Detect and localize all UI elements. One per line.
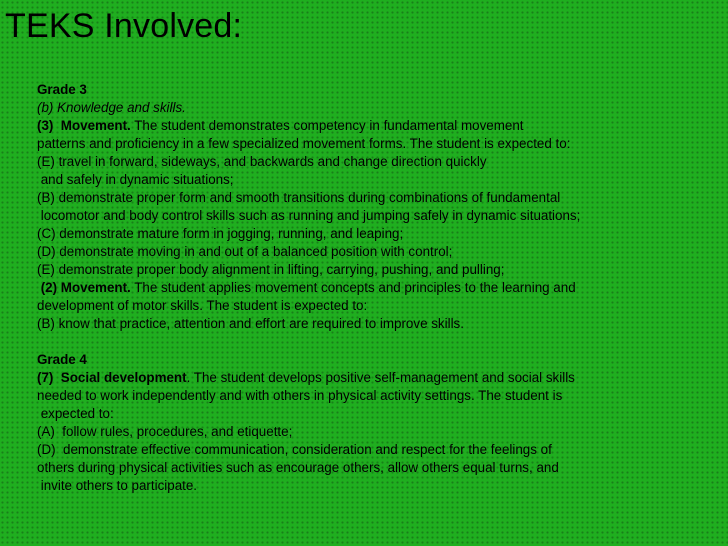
- text-line: invite others to participate.: [37, 478, 198, 493]
- text-line: development of motor skills. The student is expected to:: [37, 298, 368, 313]
- text-line: (A) follow rules, procedures, and etiquette;: [37, 424, 293, 439]
- standard-3-text: The student demonstrates competency in fundamental movement: [130, 118, 524, 133]
- slide-title: TEKS Involved:: [5, 7, 243, 45]
- text-line: locomotor and body control skills such as running and jumping safely in dynamic situations;: [37, 208, 581, 223]
- spacer: [37, 333, 723, 351]
- standard-7-line: [37, 369, 723, 387]
- standard-7-number: (7) Social development: [37, 370, 187, 385]
- standard-3-line: [37, 117, 723, 135]
- text-line: and safely in dynamic situations;: [37, 172, 234, 187]
- text-line: (D) demonstrate moving in and out of a balanced position with control;: [37, 244, 453, 259]
- text-line: (B) know that practice, attention and effort are required to improve skills.: [37, 316, 464, 331]
- text-line: needed to work independently and with others in physical activity settings. The student is: [37, 388, 563, 403]
- standard-2-number: (2) Movement.: [37, 280, 131, 295]
- text-line: (B) demonstrate proper form and smooth transitions during combinations of fundamental: [37, 190, 561, 205]
- grade-3-heading: Grade 3: [37, 82, 87, 97]
- standard-3-number: (3) Movement.: [37, 118, 131, 133]
- text-line: others during physical activities such as encourage others, allow others equal turns, and: [37, 460, 559, 475]
- standard-2-line: [37, 279, 723, 297]
- standard-2-text: The student applies movement concepts and principles to the learning and: [130, 280, 576, 295]
- knowledge-skills-heading: (b) Knowledge and skills.: [37, 100, 186, 115]
- teks-content: [37, 81, 723, 495]
- text-line: patterns and proficiency in a few specialized movement forms. The student is expected to:: [37, 136, 571, 151]
- text-line: expected to:: [37, 406, 114, 421]
- text-line: (E) demonstrate proper body alignment in lifting, carrying, pushing, and pulling;: [37, 262, 505, 277]
- text-line: (C) demonstrate mature form in jogging, running, and leaping;: [37, 226, 404, 241]
- grade-4-heading: Grade 4: [37, 352, 87, 367]
- standard-7-text: . The student develops positive self-management and social skills: [186, 370, 575, 385]
- text-line: (E) travel in forward, sideways, and backwards and change direction quickly: [37, 154, 487, 169]
- text-line: (D) demonstrate effective communication, consideration and respect for the feelings of: [37, 442, 552, 457]
